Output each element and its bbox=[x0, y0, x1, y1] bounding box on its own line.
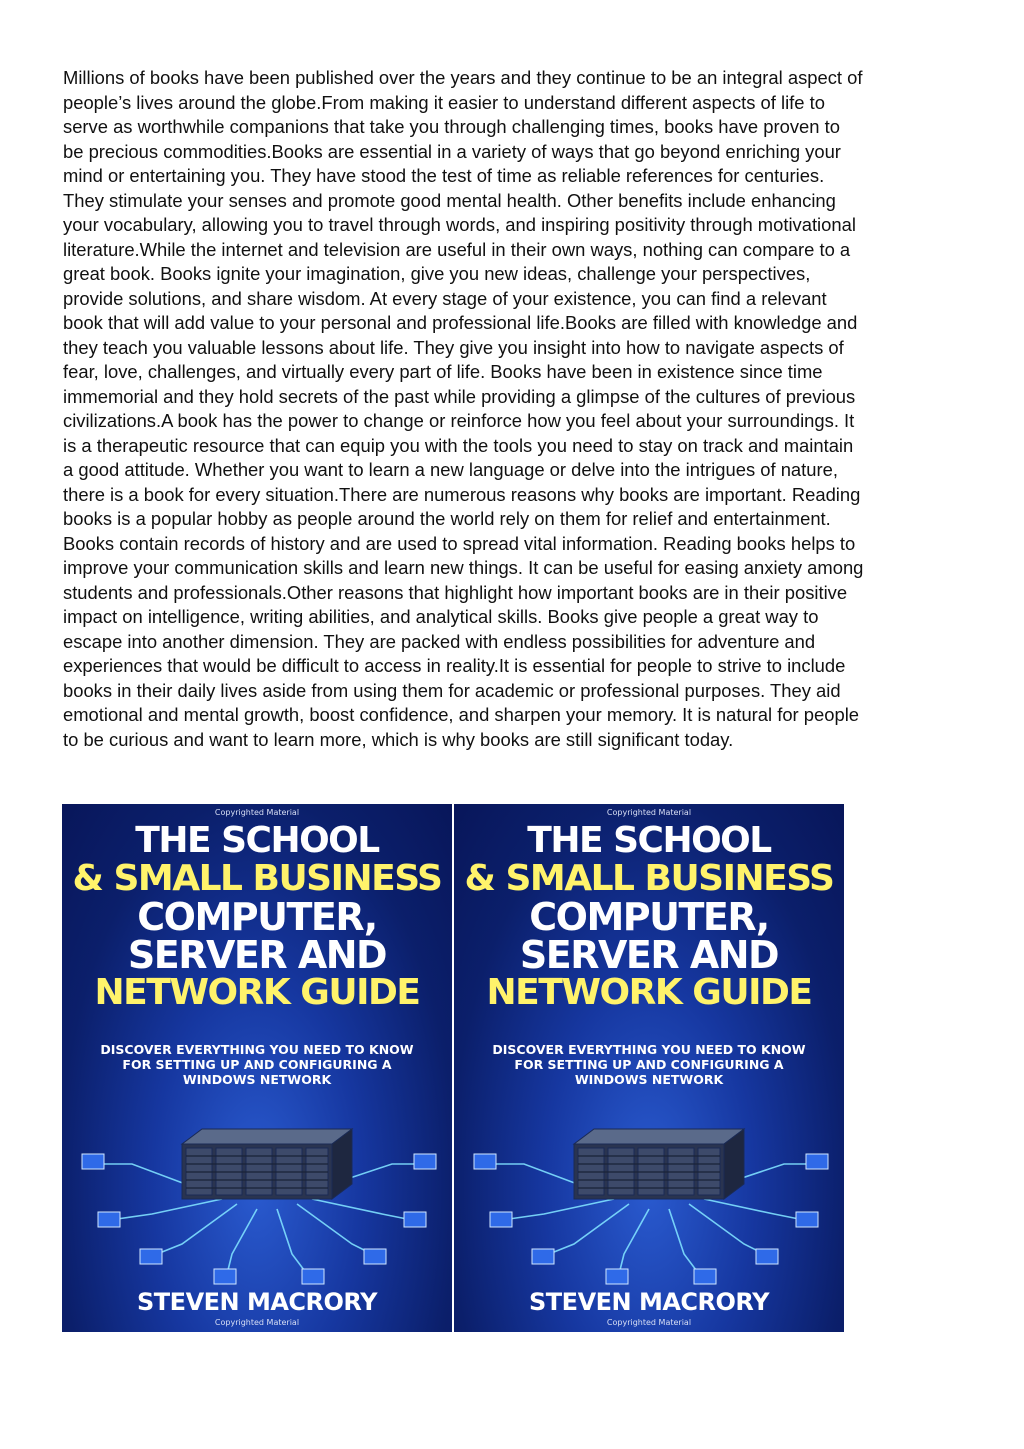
title-line: COMPUTER, bbox=[137, 895, 377, 939]
book-cover-right bbox=[454, 804, 844, 1332]
subtitle-line: DISCOVER EVERYTHING YOU NEED TO KNOW bbox=[492, 1042, 806, 1057]
copyright-top: Copyrighted Material bbox=[214, 808, 300, 817]
subtitle-line: WINDOWS NETWORK bbox=[182, 1072, 332, 1087]
subtitle-line: FOR SETTING UP AND CONFIGURING A bbox=[514, 1057, 784, 1072]
article-text: Millions of books have been published over the years and they continue to be an integral aspect of people’s lives around the globe.From making it easier to understand different aspects of life to serve as worthwhile companions that take you through challenging times, books have proven to be precious commodities.Books are essential in a variety of ways that go beyond enriching your mind or entertaining you. They have stood the test of time as reliable references for centuries. They stimulate your senses and promote good mental health. Other benefits include enhancing your vocabulary, allowing you to travel through words, and inspiring positivity through motivational literature.While the internet and television are useful in their own ways, nothing can compare to a great book. Books ignite your imagination, give you new ideas, challenge your perspectives, provide solutions, and share wisdom. At every stage of your existence, you can find a relevant book that will add value to your personal and professional life.Books are filled with knowledge and they teach you valuable lessons about life. They give you insight into how to navigate aspects of fear, love, challenges, and virtually every part of life. Books have been in existence since time immemorial and they hold secrets of the past while providing a glimpse of the cultures of previous civilizations.A book has the power to change or reinforce how you feel about your surroundings. It is a therapeutic resource that can equip you with the tools you need to stay on track and maintain a good attitude. Whether you want to learn a new language or delve into the intrigues of nature, there is a book for every situation.There are numerous reasons why books are important. Reading books is a popular hobby as people around the world rely on them for relief and entertainment. Books contain records of history and are used to spread vital information. Reading books helps to improve your communication skills and learn new things. It can be useful for easing anxiety among students and professionals.Other reasons that highlight how important books are in their positive impact on intelligence, writing abilities, and analytical skills. Books give people a great way to escape into another dimension. They are packed with endless possibilities for adventure and experiences that would be difficult to access in reality.It is essential for people to strive to include books in their daily lives aside from using them for academic or professional purposes. They aid emotional and mental growth, boost confidence, and sharpen your memory. It is natural for people to be curious and want to learn more, which is why books are still significant today. bbox=[63, 67, 864, 750]
title-line: SERVER AND bbox=[519, 933, 779, 977]
title-line: THE SCHOOL bbox=[527, 820, 771, 861]
server-network-illustration bbox=[454, 1104, 844, 1294]
book-title bbox=[454, 822, 844, 1012]
server-rack bbox=[574, 1129, 744, 1199]
book-covers bbox=[62, 804, 845, 1332]
subtitle-line: DISCOVER EVERYTHING YOU NEED TO KNOW bbox=[100, 1042, 414, 1057]
server-rack bbox=[182, 1129, 352, 1199]
subtitle-line: FOR SETTING UP AND CONFIGURING A bbox=[122, 1057, 392, 1072]
book-title bbox=[62, 822, 452, 1012]
title-line: & SMALL BUSINESS bbox=[72, 858, 442, 899]
title-line: & SMALL BUSINESS bbox=[464, 858, 834, 899]
subtitle-line: WINDOWS NETWORK bbox=[574, 1072, 724, 1087]
copyright-bottom: Copyrighted Material bbox=[214, 1318, 300, 1327]
server-network-illustration bbox=[62, 1104, 452, 1294]
title-line: NETWORK GUIDE bbox=[94, 972, 420, 1013]
book-subtitle bbox=[474, 1042, 824, 1087]
title-line: NETWORK GUIDE bbox=[486, 972, 812, 1013]
title-line: THE SCHOOL bbox=[135, 820, 379, 861]
title-line: COMPUTER, bbox=[529, 895, 769, 939]
book-author: STEVEN MACRORY bbox=[137, 1288, 377, 1316]
book-cover-left bbox=[62, 804, 452, 1332]
title-line: SERVER AND bbox=[127, 933, 387, 977]
copyright-top: Copyrighted Material bbox=[606, 808, 692, 817]
copyright-bottom: Copyrighted Material bbox=[606, 1318, 692, 1327]
book-author: STEVEN MACRORY bbox=[529, 1288, 769, 1316]
book-subtitle bbox=[82, 1042, 432, 1087]
